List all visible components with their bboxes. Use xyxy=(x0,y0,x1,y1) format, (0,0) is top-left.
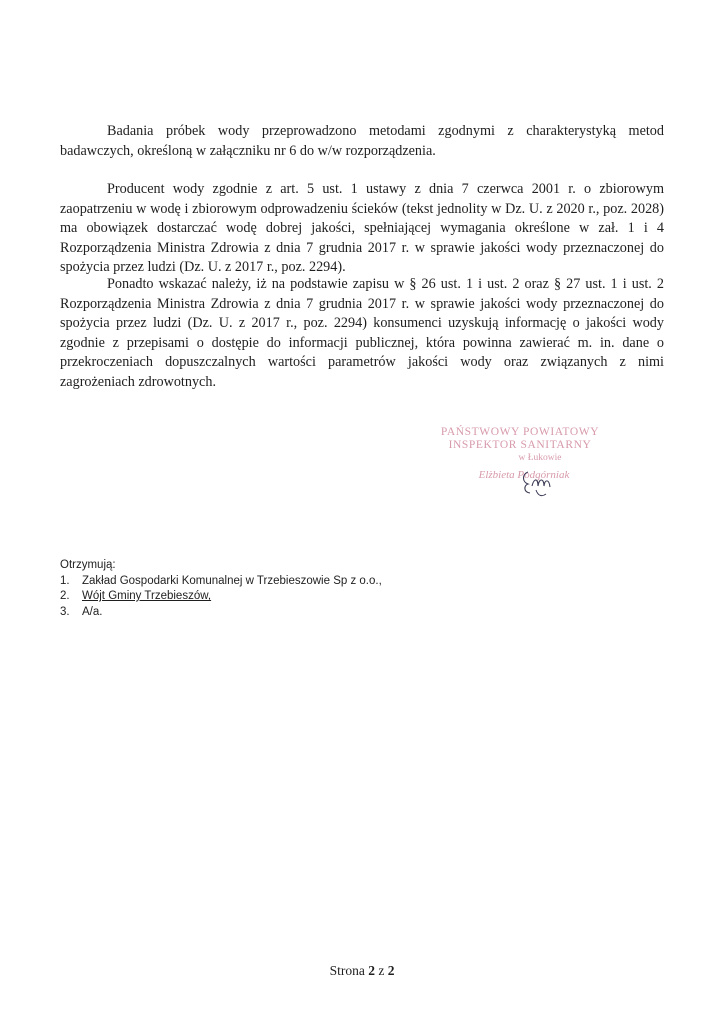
recipients-list xyxy=(60,558,382,620)
stamp-line-title: INSPEKTOR SANITARNY xyxy=(448,439,592,451)
recipient-name: Zakład Gospodarki Komunalnej w Trzebieszowie Sp z o.o., xyxy=(82,574,382,587)
recipient-item xyxy=(60,574,382,590)
stamp-line-location: w Łukowie xyxy=(518,453,562,463)
footer-prefix: Strona xyxy=(329,963,365,978)
footer-separator: z xyxy=(378,963,385,978)
recipient-item xyxy=(60,605,382,621)
stamp-line-office: PAŃSTWOWY POWIATOWY xyxy=(440,426,600,438)
paragraph-methods: Badania próbek wody przeprowadzono metodami zgodnymi z charakterystyką metod badawczych, określoną w załączniku nr 6 do w/w rozporządzenia. xyxy=(60,123,664,159)
signature-icon xyxy=(520,466,560,500)
page-number-footer xyxy=(0,963,724,979)
stamp-line-name: Elżbieta Podgórniak xyxy=(478,469,570,481)
paragraph-producer-obligation: Producent wody zgodnie z art. 5 ust. 1 ustawy z dnia 7 czerwca 2001 r. o zbiorowym zaopatrzeniu w wodę i zbiorowym odprowadzeniu ścieków (tekst jednolity w Dz. U. z 2020 r., poz. 2028) ma obowiązek dostarczać wodę dobrej jakości, spełniającej wymagania określone w zał. 1 i 4 Rozporządzenia Ministra Zdrowia z dnia 7 grudnia 2017 r. w sprawie jakości wody przeznaczonej do spożycia przez ludzi (Dz. U. z 2017 r., poz. 2294). xyxy=(60,181,664,275)
recipient-name: A/a. xyxy=(82,605,103,618)
footer-total-pages: 2 xyxy=(387,963,395,978)
recipients-heading: Otrzymują: xyxy=(60,559,116,571)
paragraph-consumer-information: Ponadto wskazać należy, iż na podstawie zapisu w § 26 ust. 1 i ust. 2 oraz § 27 ust. 1 i ust. 2 Rozporządzenia Ministra Zdrowia z dnia 7 grudnia 2017 r. w sprawie jakości wody przeznaczonej do spożycia przez ludzi (Dz. U. z 2017 r., poz. 2294) konsumenci uzyskują informację o jakości wody zgodnie z przepisami o dostępie do informacji publicznej, która powinna zawierać m. in. dane o przekroczeniach dopuszczalnych wartości parametrów jakości wody oraz związanych z nimi zagrożeniach zdrowotnych. xyxy=(60,276,664,390)
recipient-number: 1. xyxy=(60,574,70,587)
recipient-item xyxy=(60,589,382,605)
recipient-name: Wójt Gminy Trzebieszów, xyxy=(82,590,212,602)
recipient-number: 2. xyxy=(60,590,70,602)
footer-current-page: 2 xyxy=(368,963,375,978)
recipient-number: 3. xyxy=(60,605,70,618)
